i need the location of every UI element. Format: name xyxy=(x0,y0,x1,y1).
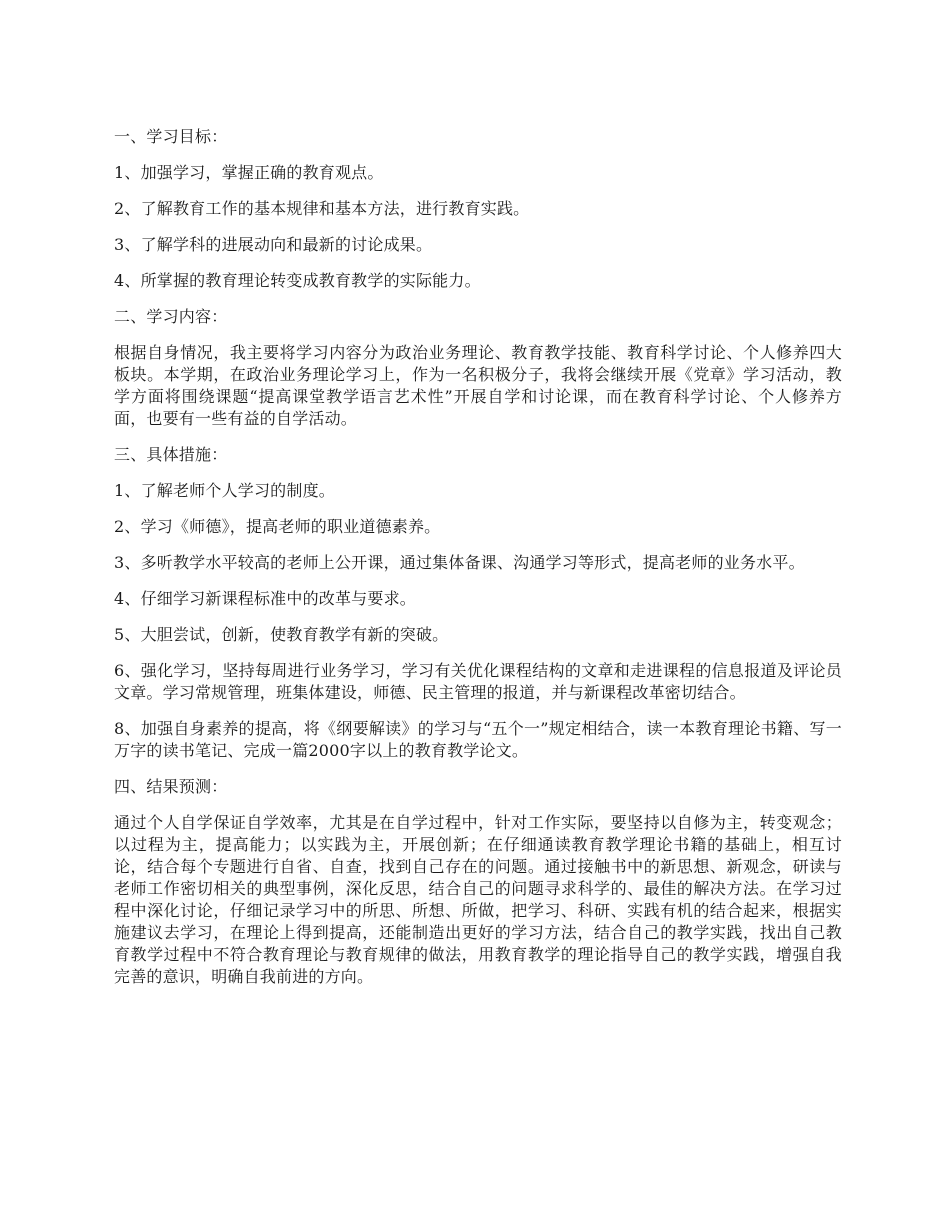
goal-item-2: 2、了解教育工作的基本规律和基本方法，进行教育实践。 xyxy=(114,199,530,218)
goal-item-3: 3、了解学科的进展动向和最新的讨论成果。 xyxy=(114,235,433,254)
section-heading-goals: 一、学习目标： xyxy=(114,127,228,146)
measure-item-1: 1、了解老师个人学习的制度。 xyxy=(114,481,335,500)
section-heading-prediction: 四、结果预测： xyxy=(114,777,228,796)
goal-item-4: 4、所掌握的教育理论转变成教育教学的实际能力。 xyxy=(114,271,481,290)
content-paragraph: 根据自身情况，我主要将学习内容分为政治业务理论、教育教学技能、教育科学讨论、个人修养四大板块。本学期，在政治业务理论学习上，作为一名积极分子，我将会继续开展《党章》学习活动，教学方面将围绕课题“提高课堂教学语言艺术性”开展自学和讨论课，而在教育科学讨论、个人修养方面，也要有一些有益的自学活动。 xyxy=(114,343,842,428)
section-heading-content: 二、学习内容： xyxy=(114,307,228,326)
measure-item-5: 5、大胆尝试，创新，使教育教学有新的突破。 xyxy=(114,625,449,644)
measure-item-8: 8、加强自身素养的提高，将《纲要解读》的学习与“五个一”规定相结合，读一本教育理论书籍、写一万字的读书笔记、完成一篇2000字以上的教育教学论文。 xyxy=(114,719,842,760)
section-heading-measures: 三、具体措施： xyxy=(114,445,228,464)
measure-item-2: 2、学习《师德》，提高老师的职业道德素养。 xyxy=(114,517,441,536)
document-page xyxy=(114,126,842,1002)
measure-item-4: 4、仔细学习新课程标准中的改革与要求。 xyxy=(114,589,416,608)
goal-item-1: 1、加强学习，掌握正确的教育观点。 xyxy=(114,163,384,182)
prediction-paragraph: 通过个人自学保证自学效率，尤其是在自学过程中，针对工作实际，要坚持以自修为主，转变观念；以过程为主，提高能力；以实践为主，开展创新；在仔细通读教育教学理论书籍的基础上，相互讨论，结合每个专题进行自省、自查，找到自己存在的问题。通过接触书中的新思想、新观念，研读与老师工作密切相关的典型事例，深化反思，结合自己的问题寻求科学的、最佳的解决方法。在学习过程中深化讨论，仔细记录学习中的所思、所想、所做，把学习、科研、实践有机的结合起来，根据实施建议去学习，在理论上得到提高，还能制造出更好的学习方法，结合自己的教学实践，找出自己教育教学过程中不符合教育理论与教育规律的做法，用教育教学的理论指导自己的教学实践，增强自我完善的意识，明确自我前进的方向。 xyxy=(114,813,842,986)
measure-item-6: 6、强化学习，坚持每周进行业务学习，学习有关优化课程结构的文章和走进课程的信息报道及评论员文章。学习常规管理，班集体建设，师德、民主管理的报道，并与新课程改革密切结合。 xyxy=(114,661,842,702)
measure-item-3: 3、多听教学水平较高的老师上公开课，通过集体备课、沟通学习等形式，提高老师的业务水平。 xyxy=(114,553,805,572)
